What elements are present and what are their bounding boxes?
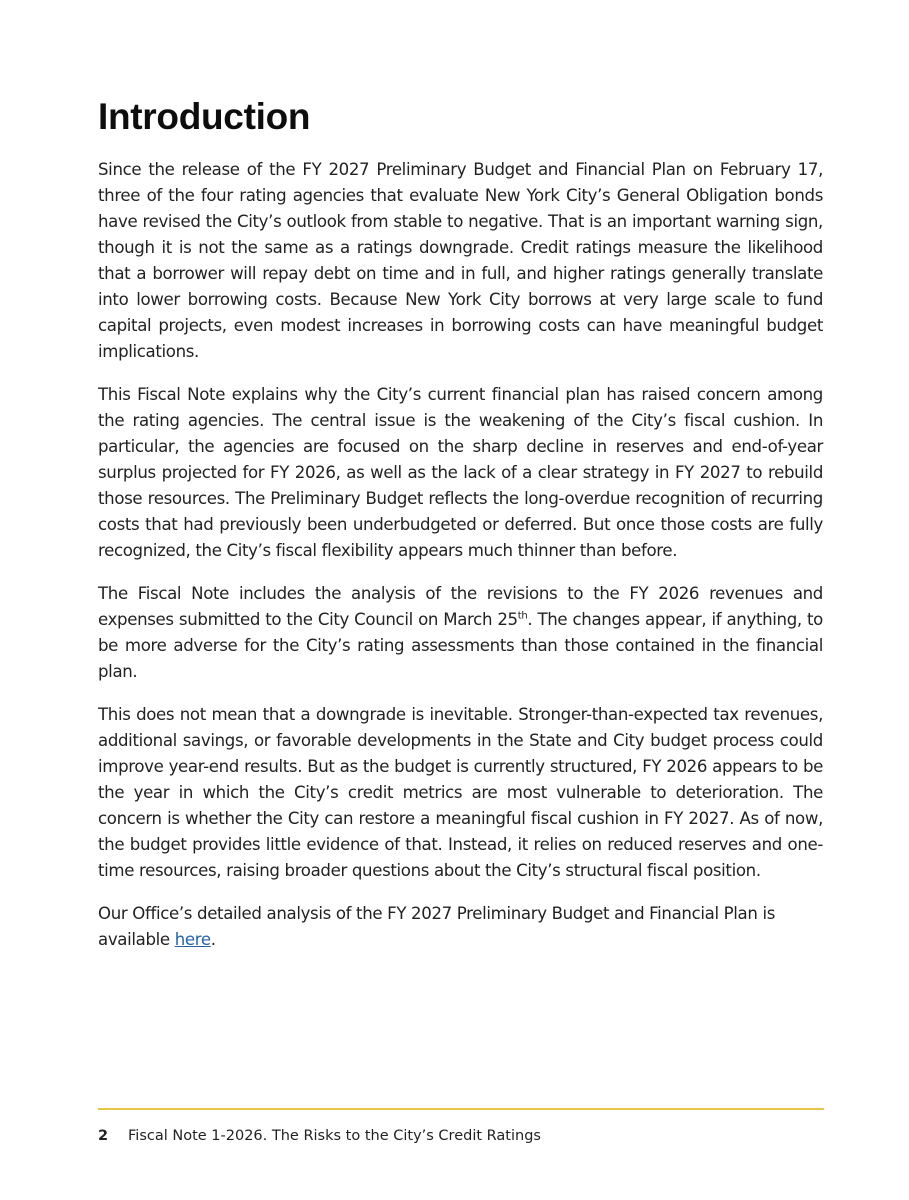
paragraph-3-text-end: . The changes appear, if anything, to be more adverse for the City’s rating assessments than those contained in the financial plan. [98,610,823,681]
page-footer [98,1128,541,1144]
paragraph-3 [98,581,823,685]
ordinal-suffix: th [517,610,528,622]
paragraph-1: Since the release of the FY 2027 Preliminary Budget and Financial Plan on February 17, three of the four rating agencies that evaluate New York City’s General Obligation bonds have revised the City’s outlook from stable to negative. That is an important warning sign, though it is not the same as a ratings downgrade. Credit ratings measure the likelihood that a borrower will repay debt on time and in full, and higher ratings generally translate into lower borrowing costs. Because New York City borrows at very large scale to fund capital projects, even modest increases in borrowing costs can have meaningful budget implications. [98,160,823,361]
paragraph-2: This Fiscal Note explains why the City’s current financial plan has raised concern among the rating agencies. The central issue is the weakening of the City’s fiscal cushion. In particular, the agencies are focused on the sharp decline in reserves and end-of-year surplus projected for FY 2026, as well as the lack of a clear strategy in FY 2027 to rebuild those resources. The Preliminary Budget reflects the long-overdue recognition of recurring costs that had previously been underbudgeted or deferred. But once those costs are fully recognized, the City’s fiscal flexibility appears much thinner than before. [98,385,823,560]
paragraph-5-end: . [210,930,216,949]
section-heading: Introduction [98,96,311,137]
footer-divider [98,1108,824,1110]
paragraph-5-text: Our Office’s detailed analysis of the FY 2027 Preliminary Budget and Financial Plan is available [98,904,776,949]
page-number: 2 [98,1128,109,1144]
paragraph-3-text-start: The Fiscal Note includes the analysis of the revisions to the FY 2026 revenues and expenses submitted to the City Council on March 25 [98,584,823,629]
footer-title: Fiscal Note 1-2026. The Risks to the City’s Credit Ratings [128,1128,541,1144]
paragraph-5 [98,901,823,953]
analysis-link[interactable]: here [174,930,211,949]
paragraph-4: This does not mean that a downgrade is inevitable. Stronger-than-expected tax revenues, additional savings, or favorable developments in the State and City budget process could improve year-end results. But as the budget is currently structured, FY 2026 appears to be the year in which the City’s credit metrics are most vulnerable to deterioration. The concern is whether the City can restore a meaningful fiscal cushion in FY 2027. As of now, the budget provides little evidence of that. Instead, it relies on reduced reserves and one-time resources, raising broader questions about the City’s structural fiscal position. [98,705,823,880]
body-text [98,157,823,970]
